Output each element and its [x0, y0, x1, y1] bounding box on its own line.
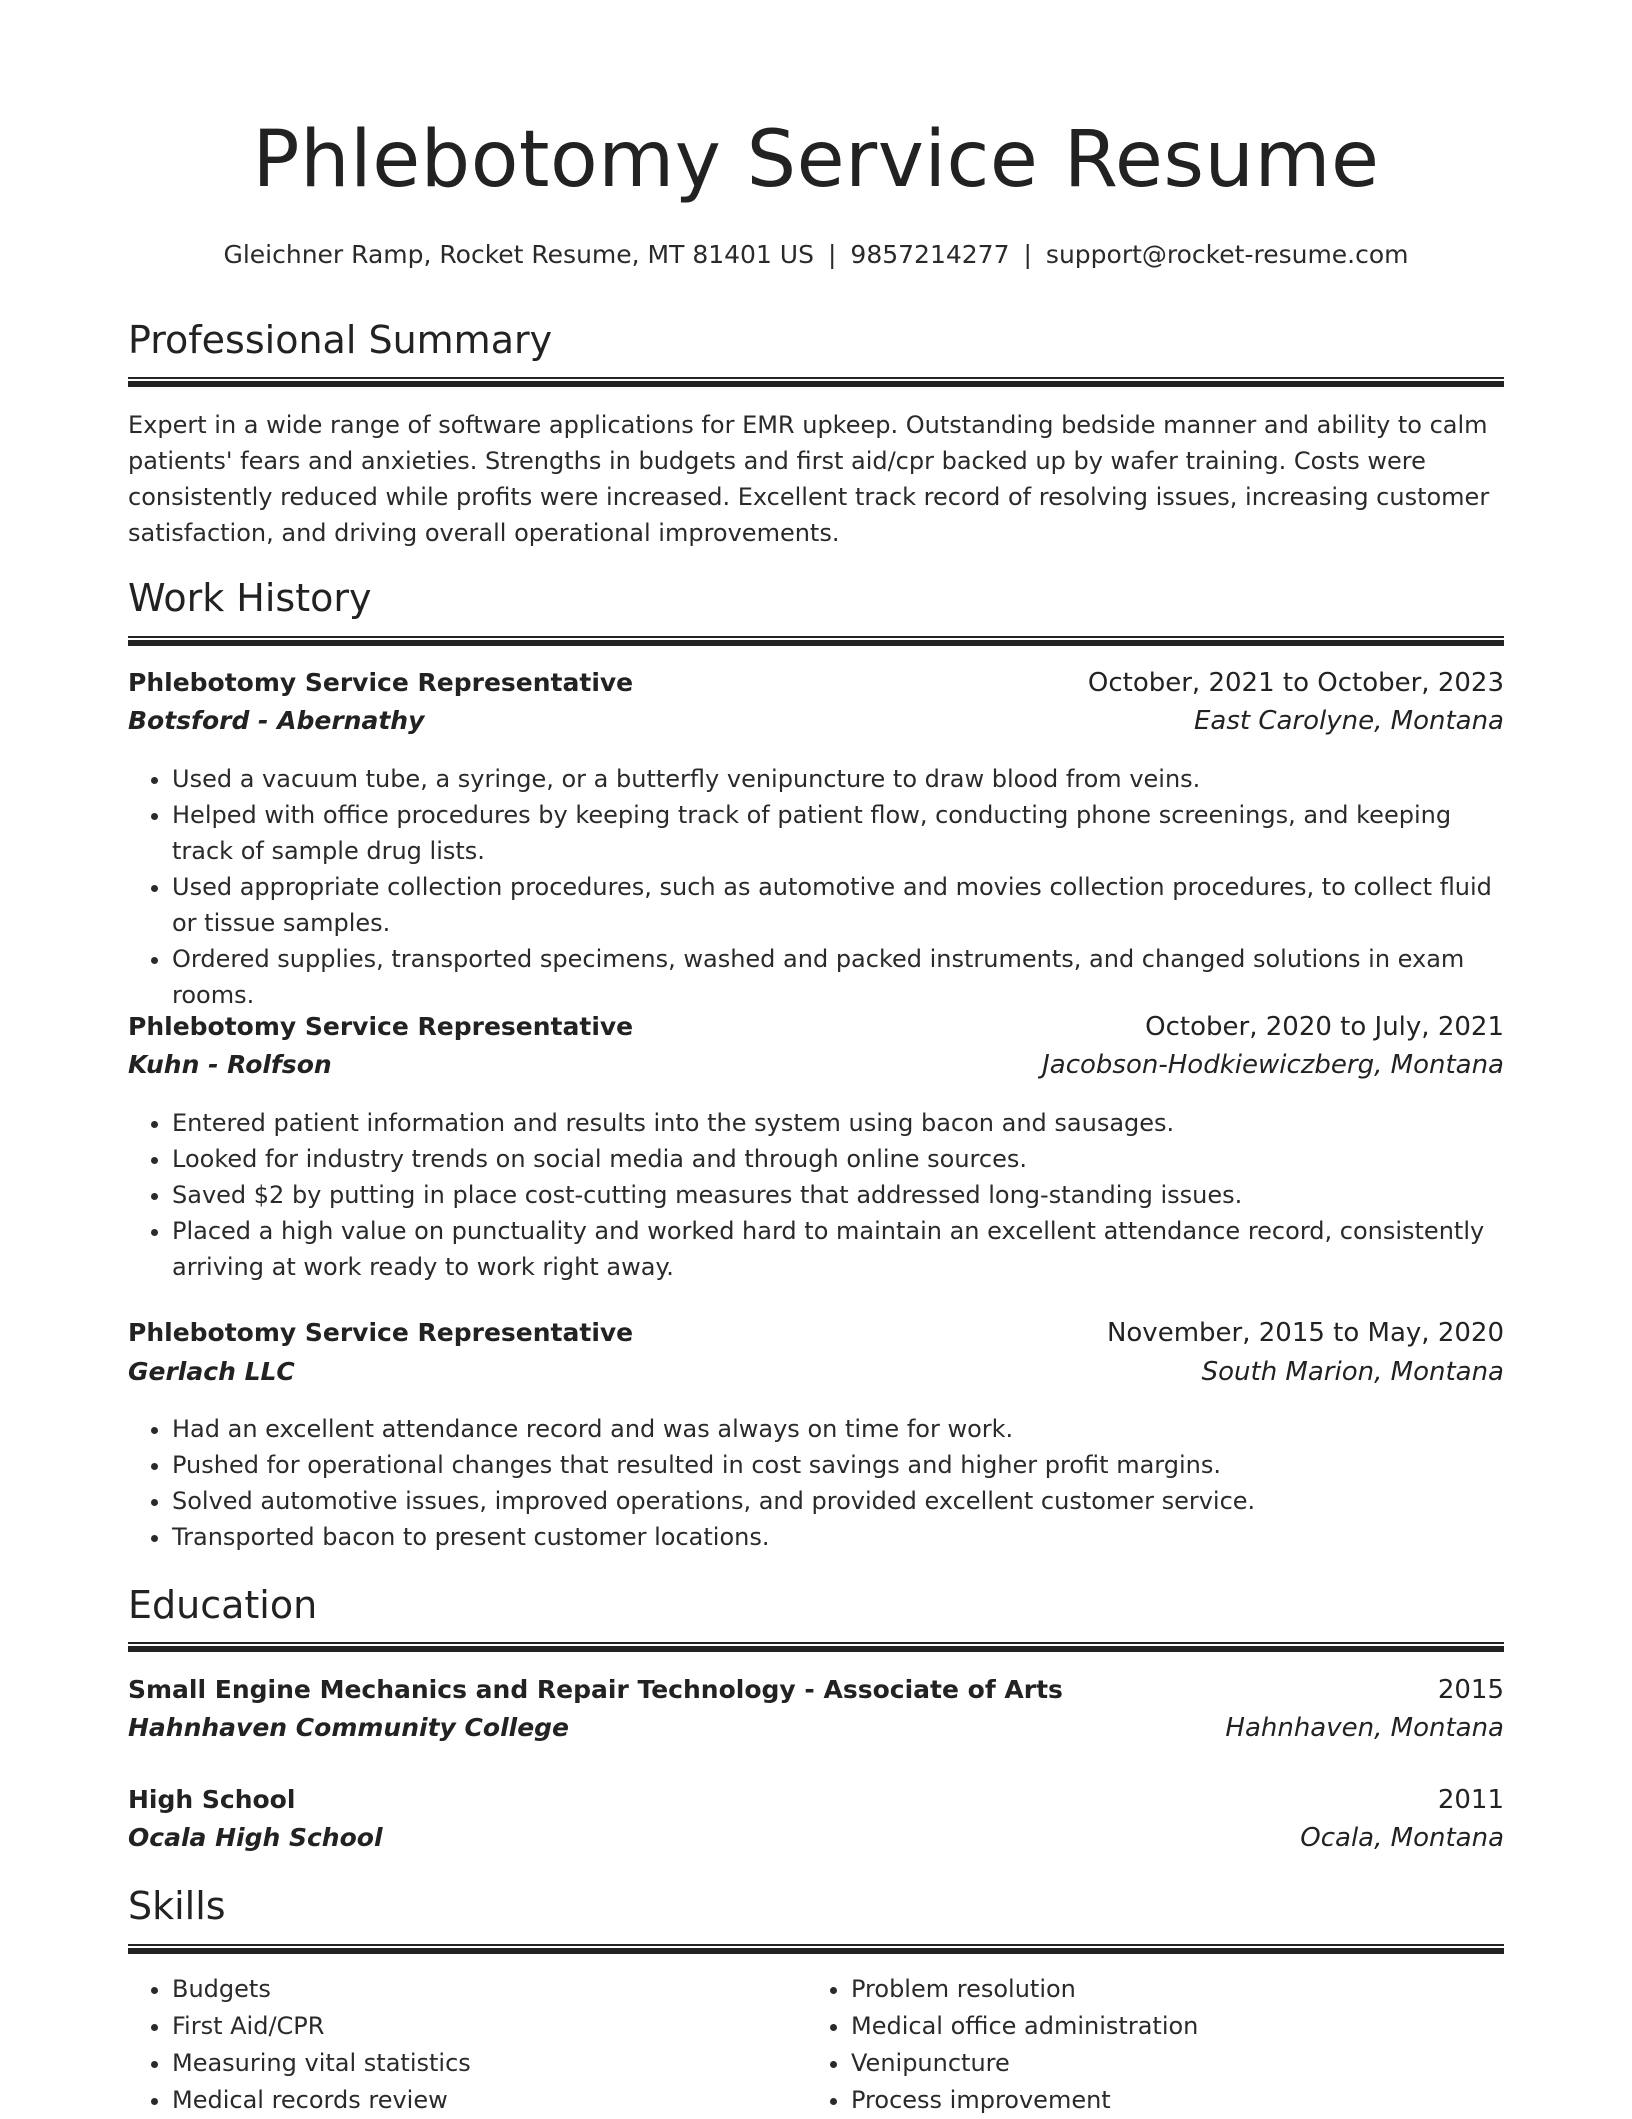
list-item: • Budgets [172, 1971, 471, 2008]
job-title: Phlebotomy Service Representative [128, 668, 634, 697]
job-bullets [128, 1411, 1504, 1555]
education-heading: Education [128, 1583, 318, 1627]
list-item: • Placed a high value on punctuality and worked hard to maintain an excellent attendance record, consistently arriving at work ready to work right away. [172, 1213, 1504, 1285]
list-item: • Used appropriate collection procedures, such as automotive and movies collection procedures, to collect fluid or tissue samples. [172, 869, 1504, 941]
job-location: Jacobson-Hodkiewiczberg, Montana [1042, 1050, 1504, 1080]
contact-phone: 9857214277 [850, 240, 1010, 269]
list-item: • Saved $2 by putting in place cost-cutting measures that addressed long-standing issues. [172, 1177, 1504, 1213]
section-divider [128, 1944, 1504, 1954]
list-item: • Entered patient information and results into the system using bacon and sausages. [172, 1105, 1504, 1141]
list-item: • Medical records review [172, 2082, 471, 2119]
education-location: Ocala, Montana [1300, 1823, 1504, 1853]
work-heading: Work History [128, 576, 372, 620]
list-item: • Measuring vital statistics [172, 2045, 471, 2082]
section-divider [128, 1642, 1504, 1652]
job-bullets [128, 1105, 1504, 1285]
job-title: Phlebotomy Service Representative [128, 1012, 634, 1041]
list-item: • First Aid/CPR [172, 2008, 471, 2045]
section-divider [128, 636, 1504, 646]
list-item: • Looked for industry trends on social media and through online sources. [172, 1141, 1504, 1177]
job-location: East Carolyne, Montana [1193, 706, 1504, 736]
list-item: • Pushed for operational changes that resulted in cost savings and higher profit margins. [172, 1447, 1504, 1483]
job-dates: October, 2021 to October, 2023 [1087, 668, 1504, 698]
list-item: • Had an excellent attendance record and was always on time for work. [172, 1411, 1504, 1447]
summary-heading: Professional Summary [128, 318, 553, 362]
skills-heading: Skills [128, 1884, 226, 1928]
job-location: South Marion, Montana [1201, 1357, 1504, 1387]
contact-separator: | [827, 240, 837, 269]
list-item: • Venipuncture [851, 2045, 1198, 2082]
list-item: • Helped with office procedures by keeping track of patient flow, conducting phone screenings, and keeping track of sample drug lists. [172, 797, 1504, 869]
job-dates: October, 2020 to July, 2021 [1145, 1012, 1504, 1042]
skills-column-right [807, 1971, 1198, 2119]
list-item: • Ordered supplies, transported specimens, washed and packed instruments, and changed solutions in exam rooms. [172, 941, 1504, 1013]
job-bullets [128, 761, 1504, 1013]
education-year: 2015 [1437, 1675, 1504, 1705]
education-school: Ocala High School [128, 1823, 383, 1852]
page-title: Phlebotomy Service Resume [252, 115, 1380, 205]
education-school: Hahnhaven Community College [128, 1713, 570, 1742]
contact-line [128, 240, 1504, 269]
contact-email: support@rocket-resume.com [1045, 240, 1409, 269]
job-company: Botsford - Abernathy [128, 706, 425, 735]
education-degree: Small Engine Mechanics and Repair Technology - Associate of Arts [128, 1675, 1063, 1704]
list-item: • Transported bacon to present customer locations. [172, 1519, 1504, 1555]
job-company: Gerlach LLC [128, 1357, 295, 1386]
contact-separator: | [1023, 240, 1032, 269]
job-dates: November, 2015 to May, 2020 [1106, 1318, 1504, 1348]
contact-address: Gleichner Ramp, Rocket Resume, MT 81401 US [223, 240, 814, 269]
education-degree: High School [128, 1785, 296, 1814]
list-item: • Process improvement [851, 2082, 1198, 2119]
education-location: Hahnhaven, Montana [1225, 1713, 1504, 1743]
list-item: • Solved automotive issues, improved operations, and provided excellent customer service. [172, 1483, 1504, 1519]
summary-text: Expert in a wide range of software applications for EMR upkeep. Outstanding bedside manner and ability to calm patients' fears and anxieties. Strengths in budgets and first aid/cpr backed up by wafer training. Costs were consistently reduced while profits were increased. Excellent track record of resolving issues, increasing customer satisfaction, and driving overall operational improvements. [128, 411, 1490, 547]
education-year: 2011 [1437, 1785, 1504, 1815]
list-item: • Used a vacuum tube, a syringe, or a butterfly venipuncture to draw blood from veins. [172, 761, 1504, 797]
section-divider [128, 377, 1504, 387]
job-title: Phlebotomy Service Representative [128, 1318, 634, 1347]
list-item: • Medical office administration [851, 2008, 1198, 2045]
job-company: Kuhn - Rolfson [128, 1050, 332, 1079]
skills-column-left [128, 1971, 471, 2119]
list-item: • Problem resolution [851, 1971, 1198, 2008]
